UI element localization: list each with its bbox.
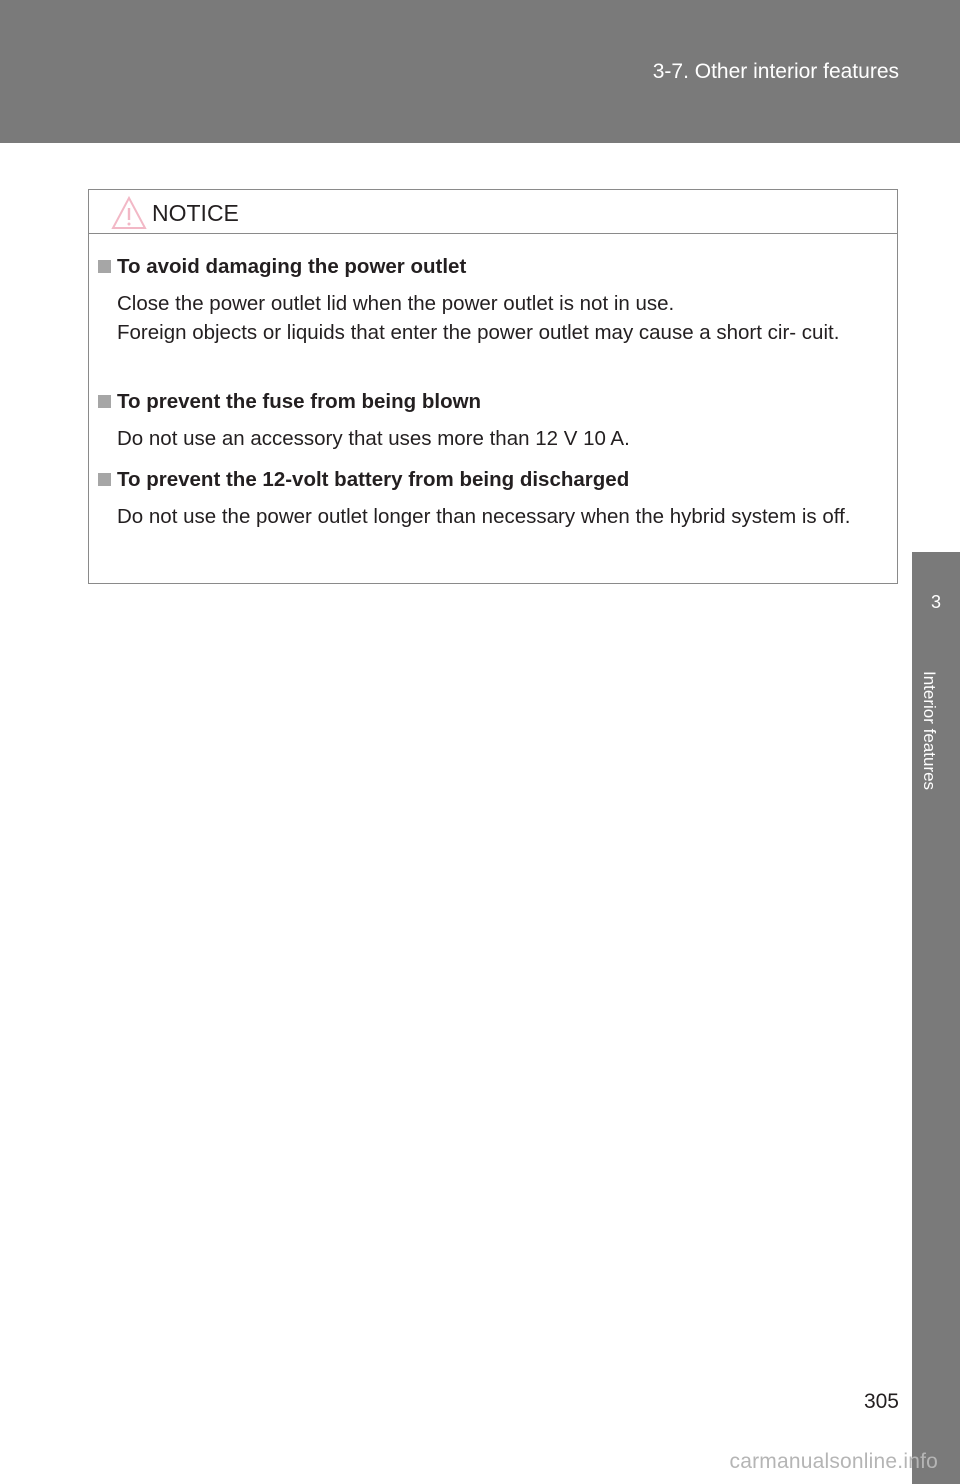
page-number: 305 xyxy=(863,1390,899,1413)
item-heading xyxy=(97,387,891,417)
notice-item xyxy=(97,252,891,347)
watermark: carmanualsonline.info xyxy=(729,1450,938,1473)
notice-box xyxy=(88,189,898,584)
chapter-tab xyxy=(912,552,960,656)
square-bullet-icon xyxy=(98,260,111,273)
notice-item xyxy=(97,387,891,453)
notice-item xyxy=(97,465,891,531)
item-body-line: Foreign objects or liquids that enter the power outlet may cause a short cir- cuit. xyxy=(117,321,840,344)
notice-title: NOTICE xyxy=(152,200,239,226)
section-title: 3-7. Other interior features xyxy=(652,60,899,83)
item-body-line: Do not use the power outlet longer than necessary when the hybrid system is off. xyxy=(117,505,851,528)
item-heading-text: To avoid damaging the power outlet xyxy=(117,255,467,278)
header-band xyxy=(0,0,960,143)
item-heading-text: To prevent the 12-volt battery from being discharged xyxy=(117,468,630,491)
square-bullet-icon xyxy=(98,473,111,486)
item-heading xyxy=(97,465,891,495)
item-body xyxy=(97,289,891,347)
chapter-number: 3 xyxy=(930,592,941,612)
item-body xyxy=(97,424,891,453)
notice-header xyxy=(89,190,897,234)
item-body-line: Close the power outlet lid when the power outlet is not in use. xyxy=(117,292,675,315)
warning-triangle-icon xyxy=(111,196,147,230)
chapter-label: Interior features xyxy=(920,671,939,791)
item-heading xyxy=(97,252,891,282)
item-body xyxy=(97,502,891,531)
item-body-line: Do not use an accessory that uses more than 12 V 10 A. xyxy=(117,427,630,450)
item-heading-text: To prevent the fuse from being blown xyxy=(117,390,482,413)
square-bullet-icon xyxy=(98,395,111,408)
